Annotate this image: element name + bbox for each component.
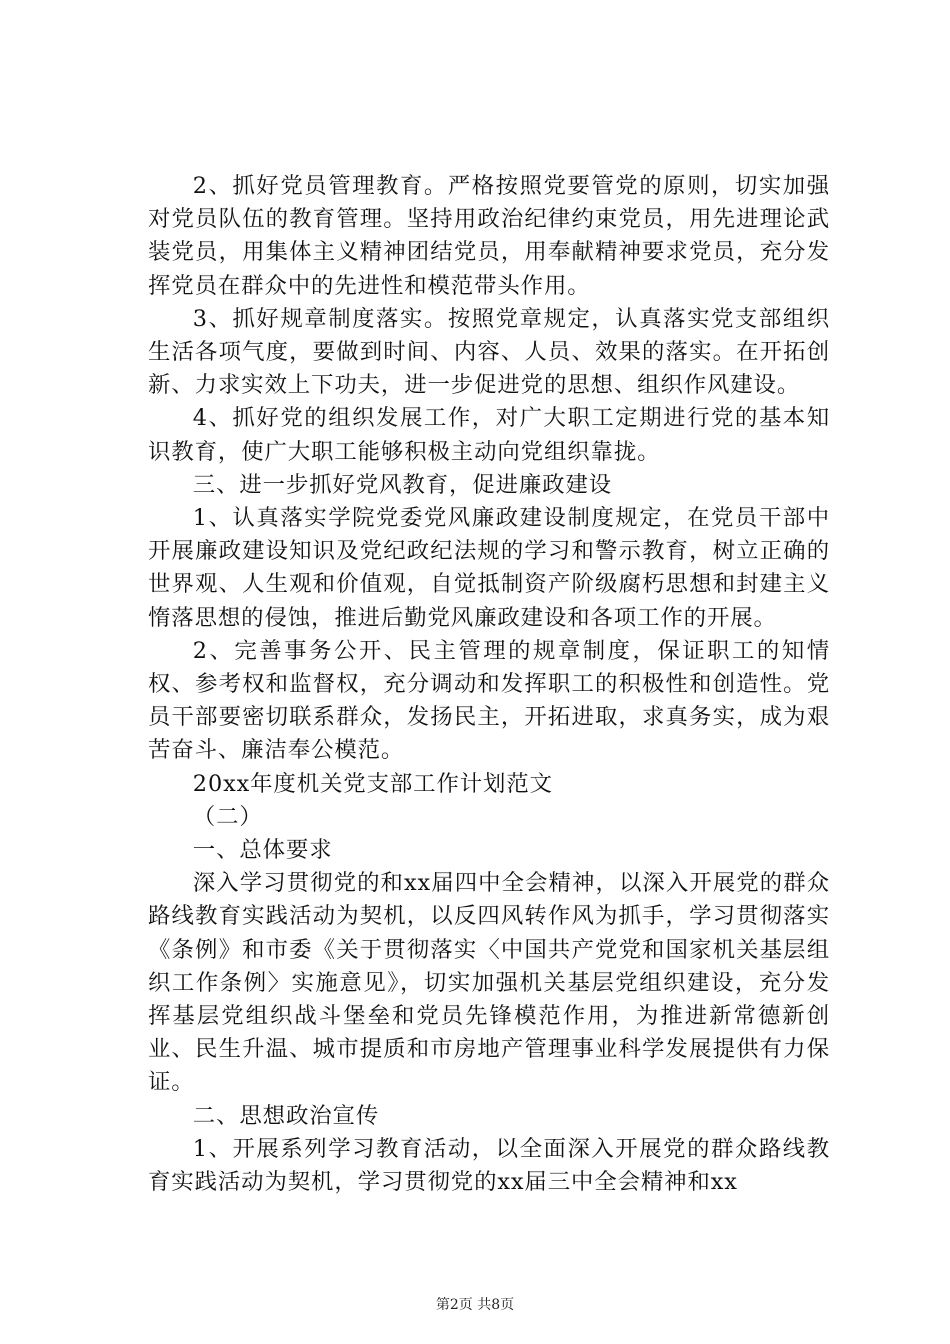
paragraph: 深入学习贯彻党的和xx届四中全会精神，以深入开展党的群众路线教育实践活动为契机，以反四风转作风为抓手，学习贯彻落实《条例》和市委《关于贯彻落实〈中国共产党党和国家机关基层组织工作条例〉实施意见》，切实加强机关基层党组织建设，充分发挥基层党组织战斗堡垒和党员先锋模范作用，为推进新常德新创业、民生升温、城市提质和市房地产管理事业科学发展提供有力保证。	[148, 870, 830, 1096]
document-subtitle: （二）	[192, 803, 263, 830]
section-heading: 二、思想政治宣传	[192, 1102, 380, 1129]
document-body	[148, 170, 830, 1199]
page-footer: 第2页 共8页	[435, 1297, 515, 1313]
document-title: 20xx年度机关党支部工作计划范文	[192, 770, 553, 797]
section-heading: 一、总体要求	[192, 837, 333, 864]
paragraph: 4、抓好党的组织发展工作，对广大职工定期进行党的基本知识教育，使广大职工能够积极主动向党组织靠拢。	[148, 405, 830, 465]
paragraph: 3、抓好规章制度落实。按照党章规定，认真落实党支部组织生活各项气度，要做到时间、内容、人员、效果的落实。在开拓创新、力求实效上下功夫，进一步促进党的思想、组织作风建设。	[148, 305, 830, 399]
paragraph: 1、开展系列学习教育活动，以全面深入开展党的群众路线教育实践活动为契机，学习贯彻党的xx届三中全会精神和xx	[148, 1135, 830, 1196]
section-heading: 三、进一步抓好党风教育，促进廉政建设	[192, 471, 613, 498]
paragraph: 2、完善事务公开、民主管理的规章制度，保证职工的知情权、参考权和监督权，充分调动和发挥职工的积极性和创造性。党员干部要密切联系群众，发扬民主，开拓进取，求真务实，成为艰苦奋斗、廉洁奉公模范。	[148, 637, 830, 764]
paragraph: 2、抓好党员管理教育。严格按照党要管党的原则，切实加强对党员队伍的教育管理。坚持用政治纪律约束党员，用先进理论武装党员，用集体主义精神团结党员，用奉献精神要求党员，充分发挥党员在群众中的先进性和模范带头作用。	[148, 173, 830, 299]
paragraph: 1、认真落实学院党委党风廉政建设制度规定，在党员干部中开展廉政建设知识及党纪政纪法规的学习和警示教育，树立正确的世界观、人生观和价值观，自觉抵制资产阶级腐朽思想和封建主义惰落思想的侵蚀，推进后勤党风廉政建设和各项工作的开展。	[148, 505, 830, 631]
